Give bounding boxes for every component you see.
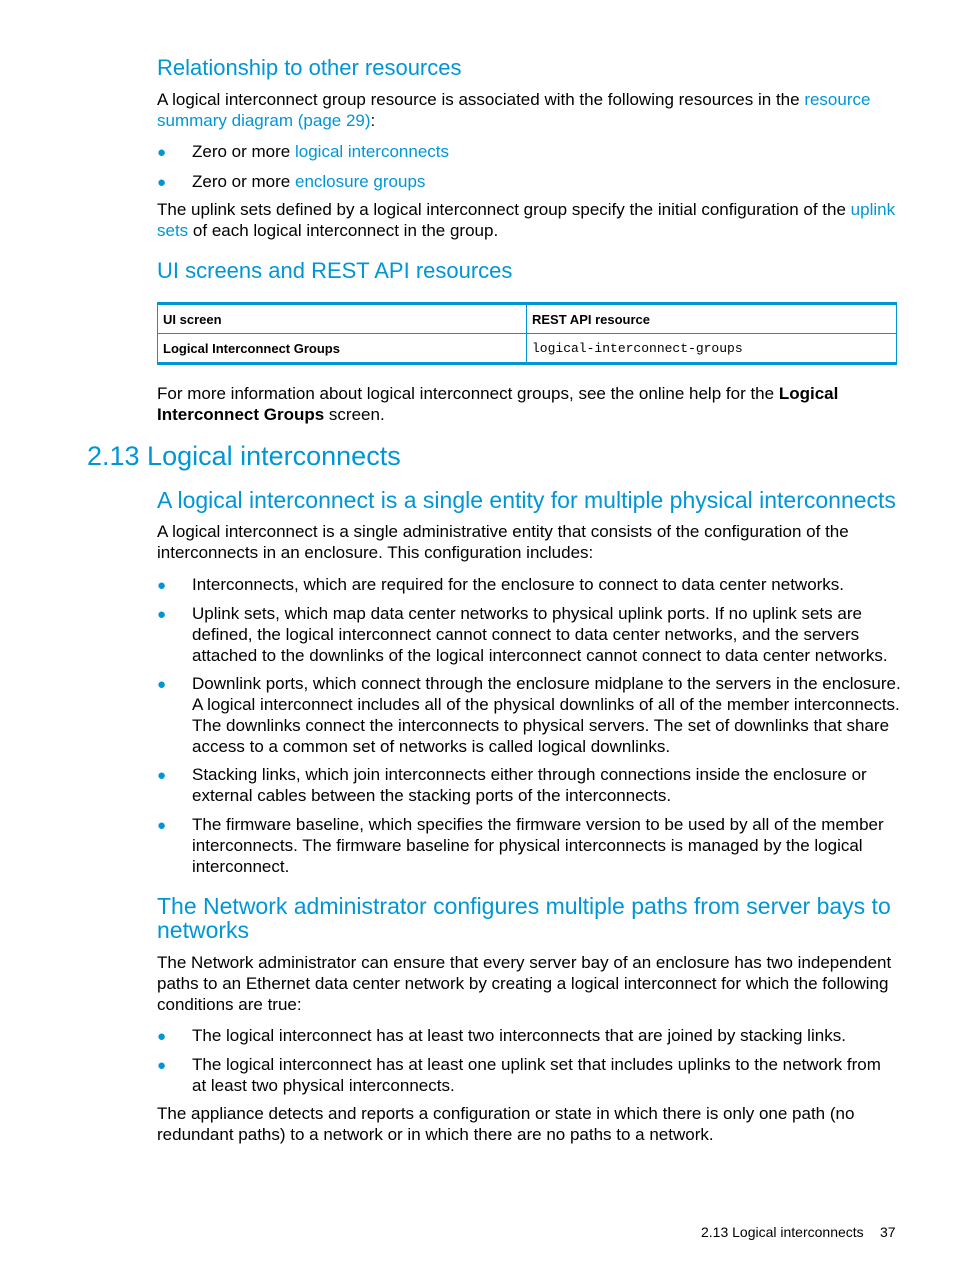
bullet-icon: ● — [157, 817, 167, 834]
intro-line: The Network administrator can ensure that every server bay of an enclosure has two independent — [157, 953, 892, 972]
list-item-line: The logical interconnect has at least two interconnects that are joined by stacking links. — [192, 1026, 846, 1045]
list-item — [192, 814, 902, 877]
uplink-text: The uplink sets defined by a logical interconnect group specify the initial configuration of the — [157, 200, 846, 219]
subsection-intro — [157, 521, 849, 563]
ui-screens-heading: UI screens and REST API resources — [157, 258, 513, 283]
list-item — [192, 171, 902, 192]
list-item-line: defined, the logical interconnect cannot connect to data center networks, and the servers — [192, 625, 860, 644]
enclosure-groups-link[interactable]: enclosure groups — [294, 172, 426, 191]
subsection-intro-2 — [157, 952, 891, 1015]
bullet-icon: ● — [157, 577, 167, 594]
uplink-paragraph — [157, 199, 895, 241]
table-header-row — [158, 304, 897, 334]
resource-summary-link[interactable]: resource — [804, 90, 871, 109]
resource-summary-link-cont[interactable]: summary diagram (page 29) — [157, 111, 371, 130]
intro-line: A logical interconnect is a single administrative entity that consists of the configuration of the — [157, 522, 849, 541]
uplink-sets-link-cont[interactable]: sets — [157, 221, 189, 240]
closing-paragraph — [157, 1103, 854, 1145]
list-item-line: attached to the downlinks of the logical interconnect cannot connect to data center networks. — [192, 646, 888, 665]
list-item-text: Zero or more — [192, 142, 291, 161]
list-item — [192, 603, 902, 666]
table-cell: logical-interconnect-groups — [527, 334, 897, 364]
list-item-line: Stacking links, which join interconnects either through connections inside the enclosure or — [192, 765, 867, 784]
list-item-line: external cables between the stacking ports of the interconnects. — [192, 786, 672, 805]
list-item-line: Interconnects, which are required for the enclosure to connect to data center networks. — [192, 575, 845, 594]
resources-table — [157, 302, 897, 365]
heading-line: The Network administrator configures multiple paths from server bays to — [157, 893, 891, 919]
intro-line: conditions are true: — [157, 995, 302, 1014]
list-item-line: The firmware baseline, which specifies the firmware version to be used by all of the member — [192, 815, 884, 834]
list-item — [192, 764, 902, 806]
list-item-line: Uplink sets, which map data center networks to physical uplink ports. If no uplink sets are — [192, 604, 862, 623]
relationship-intro — [157, 89, 870, 131]
bullet-icon: ● — [157, 144, 167, 161]
list-item-text: Zero or more — [192, 172, 291, 191]
closing-line: redundant paths) to a network or in which there are no paths to a network. — [157, 1125, 714, 1144]
more-info-text: For more information about logical interconnect groups, see the online help for the — [157, 384, 775, 403]
list-item-line: access to a common set of networks is called logical downlinks. — [192, 737, 671, 756]
list-item — [192, 1025, 902, 1046]
table-cell: Logical Interconnect Groups — [158, 334, 527, 364]
list-item-line: interconnect. — [192, 857, 290, 876]
bullet-icon: ● — [157, 1057, 167, 1074]
more-info-paragraph — [157, 383, 838, 425]
page-number: 37 — [880, 1224, 896, 1240]
bullet-icon: ● — [157, 676, 167, 693]
list-item — [192, 1054, 902, 1096]
table-header-cell: REST API resource — [527, 304, 897, 334]
section-title: 2.13 Logical interconnects — [87, 441, 401, 471]
list-item — [192, 574, 902, 595]
list-item-line: interconnects. The firmware baseline for physical interconnects is managed by the logical — [192, 836, 863, 855]
relationship-heading: Relationship to other resources — [157, 55, 462, 80]
list-item-line: Downlink ports, which connect through the enclosure midplane to the servers in the enclosure. — [192, 674, 901, 693]
subsection-heading: A logical interconnect is a single entity for multiple physical interconnects — [157, 487, 896, 513]
intro-line: paths to an Ethernet data center network by creating a logical interconnect for which the following — [157, 974, 889, 993]
table-row — [158, 334, 897, 364]
list-item-line: The downlinks connect the interconnects to physical servers. The set of downlinks that share — [192, 716, 890, 735]
heading-line: networks — [157, 917, 250, 943]
list-item-line: A logical interconnect includes all of the physical downlinks of all of the member interconnects. — [192, 695, 900, 714]
more-info-bold: Logical — [778, 384, 839, 403]
bullet-icon: ● — [157, 606, 167, 623]
table-header-cell: UI screen — [158, 304, 527, 334]
footer-section: 2.13 Logical interconnects — [701, 1224, 864, 1240]
closing-line: The appliance detects and reports a configuration or state in which there is only one path (no — [157, 1104, 855, 1123]
subsection-heading-2 — [157, 894, 891, 942]
list-item — [192, 141, 902, 162]
bullet-icon: ● — [157, 174, 167, 191]
uplink-text-end: of each logical interconnect in the group. — [192, 221, 499, 240]
list-item — [192, 673, 902, 757]
list-item-line: at least two physical interconnects. — [192, 1076, 455, 1095]
logical-interconnects-link[interactable]: logical interconnects — [294, 142, 450, 161]
bullet-icon: ● — [157, 767, 167, 784]
bullet-icon: ● — [157, 1028, 167, 1045]
intro-line: interconnects in an enclosure. This configuration includes: — [157, 543, 594, 562]
uplink-sets-link[interactable]: uplink — [850, 200, 896, 219]
more-info-bold-cont: Interconnect Groups — [157, 405, 325, 424]
intro-text: A logical interconnect group resource is associated with the following resources in the — [157, 90, 800, 109]
intro-colon: : — [370, 111, 376, 130]
more-info-end: screen. — [328, 405, 385, 424]
list-item-line: The logical interconnect has at least one uplink set that includes uplinks to the network from — [192, 1055, 881, 1074]
